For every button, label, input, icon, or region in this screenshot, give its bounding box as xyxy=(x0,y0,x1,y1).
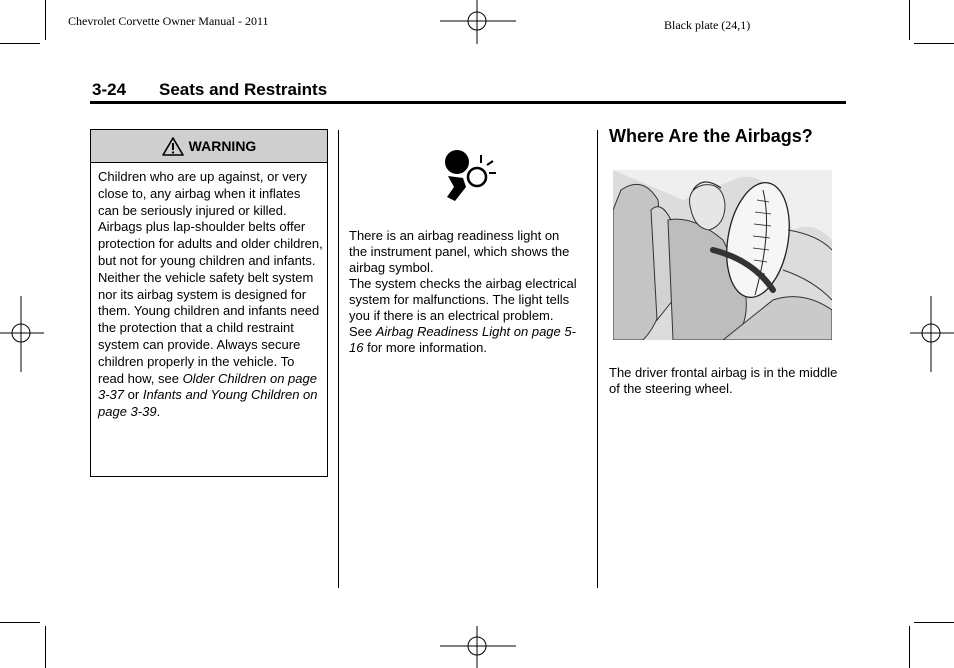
column-2-text xyxy=(349,228,577,356)
page-number: 3-24 xyxy=(92,80,127,99)
manual-title: Chevrolet Corvette Owner Manual - 2011 xyxy=(68,14,269,28)
warning-header xyxy=(91,130,327,163)
warning-label: WARNING xyxy=(188,138,257,154)
link-airbag-readiness-light[interactable]: Airbag Readiness Light on page 5-16 xyxy=(349,324,576,355)
warning-box xyxy=(90,129,328,477)
airbag-readiness-icon xyxy=(443,147,497,201)
link-infants-young-children[interactable]: Infants and Young Children on page 3-39 xyxy=(98,387,318,420)
registration-mark-right xyxy=(910,296,954,372)
readiness-paragraph: There is an airbag readiness light on the instrument panel, which shows the airbag symbol. xyxy=(349,228,570,275)
column-divider-2 xyxy=(597,130,598,588)
airbag-location-caption: The driver frontal airbag is in the middle of the steering wheel. xyxy=(609,365,838,396)
section-title: Seats and Restraints xyxy=(159,80,328,99)
warning-text: Children who are up against, or very close to, any airbag when it inflates can be seriously injured or killed. Airbags plus lap-shoulder belts offer protection for adults and older children, but not for young children and infants. Neither the vehicle safety belt system nor its airbag system is designed for them. Young children and infants need the protection that a child restraint system can provide. Always secure children properly in the vehicle. To read how, see Older Children on page 3-37 or Infants and Young Children on page 3-39. xyxy=(98,169,323,420)
driver-airbag-illustration xyxy=(613,170,832,340)
link-older-children[interactable]: Older Children on page 3-37 xyxy=(98,370,317,403)
section-heading: Where Are the Airbags? xyxy=(609,126,813,146)
header-rule xyxy=(90,101,846,104)
registration-mark-left xyxy=(0,296,44,372)
system-check-paragraph: The system checks the airbag electrical system for malfunctions. The light tells you if there is an electrical problem. See Airbag Readiness Light on page 5-16 for more information. xyxy=(349,276,577,355)
registration-mark-bottom xyxy=(440,626,516,668)
column-divider-1 xyxy=(338,130,339,588)
plate-label: Black plate (24,1) xyxy=(664,18,751,32)
section-header xyxy=(92,80,327,100)
warning-triangle-icon xyxy=(162,137,184,156)
registration-mark-top xyxy=(440,0,516,44)
